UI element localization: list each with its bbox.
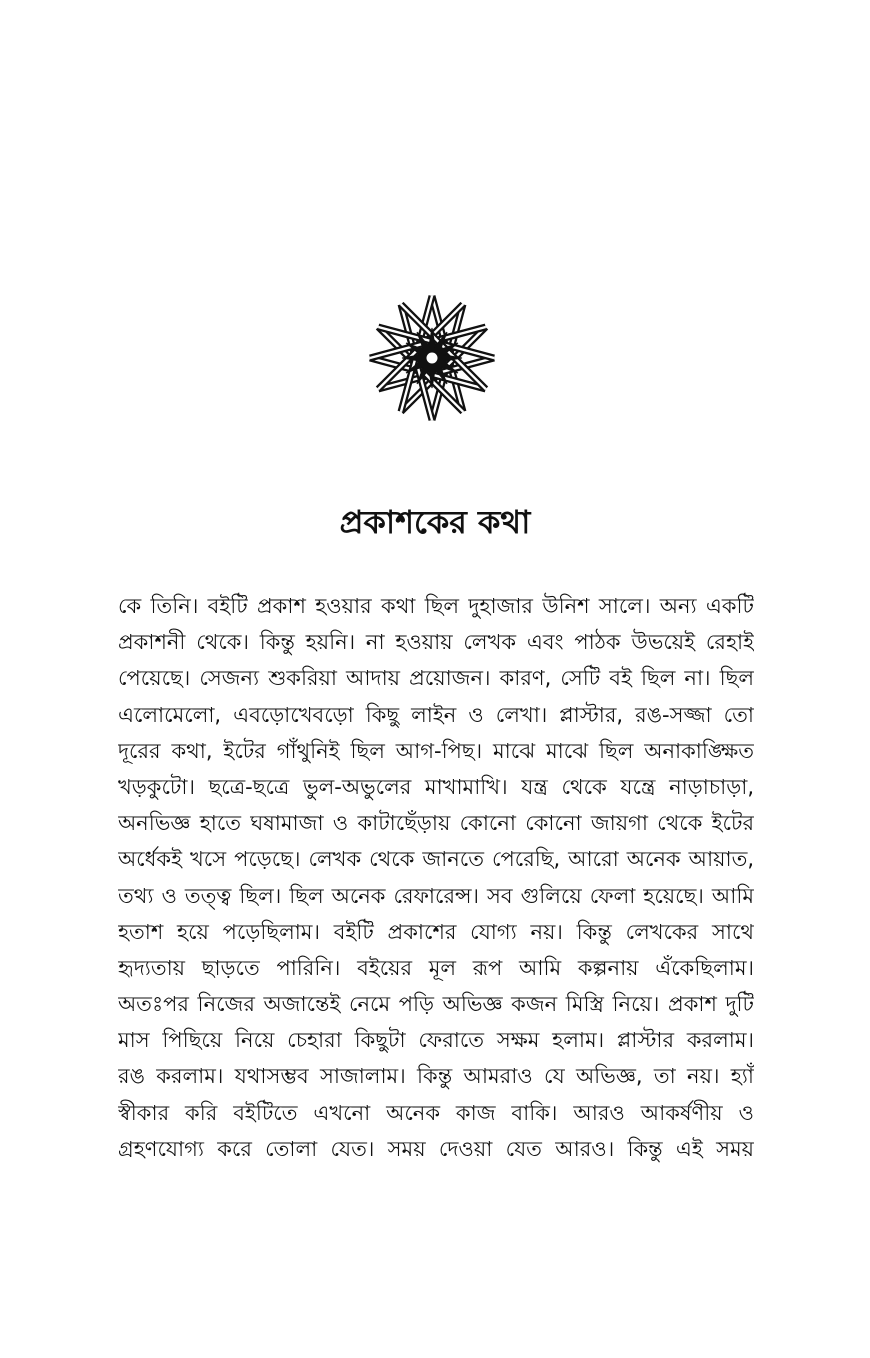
page-title: প্রকাশকের কথা — [339, 503, 531, 541]
text-line: কে তিনি। বইটি প্রকাশ হওয়ার কথা ছিল দুহাজার উনিশ সালে। অন্য একটি — [118, 594, 754, 618]
preface-body — [118, 588, 754, 1167]
text-line: হতাশ হয়ে পড়েছিলাম। বইটি প্রকাশের যোগ্য নয়। কিন্তু লেখকের সাথে — [118, 919, 754, 944]
text-line: মাস পিছিয়ে নিয়ে চেহারা কিছুটা ফেরাতে সক্ষম হলাম। প্লাস্টার করলাম। — [118, 1028, 754, 1053]
text-line: তথ্য ও তত্ত্ব ছিল। ছিল অনেক রেফারেন্স। সব গুলিয়ে ফেলা হয়েছে। আমি — [118, 883, 754, 908]
text-line: দূরের কথা, ইটের গাঁথুনিই ছিল আগ-পিছ। মাঝে মাঝে ছিল অনাকাঙ্ক্ষিত — [118, 738, 754, 763]
text-line: অনভিজ্ঞ হাতে ঘষামাজা ও কাটাছেঁড়ায় কোনো কোনো জায়গা থেকে ইটের — [118, 811, 754, 836]
text-line: খড়কুটো। ছত্রে-ছত্রে ভুল-অভুলের মাখামাখি। যন্ত্র থেকে যন্ত্রে নাড়াচাড়া, — [118, 774, 754, 799]
text-line: পেয়েছে। সেজন্য শুকরিয়া আদায় প্রয়োজন। কারণ, সেটি বই ছিল না। ছিল — [118, 666, 754, 691]
twelve-point-star-rosette-icon — [362, 288, 502, 428]
text-line: হৃদ্যতায় ছাড়তে পারিনি। বইয়ের মূল রূপ আমি কল্পনায় এঁকেছিলাম। — [118, 955, 754, 980]
text-line: রঙ করলাম। যথাসম্ভব সাজালাম। কিন্তু আমরাও যে অভিজ্ঞ, তা নয়। হ্যাঁ — [118, 1064, 754, 1089]
text-line: গ্রহণযোগ্য করে তোলা যেত। সময় দেওয়া যেত আরও। কিন্তু এই সময় — [118, 1136, 754, 1161]
text-line: প্রকাশনী থেকে। কিন্তু হয়নি। না হওয়ায় লেখক এবং পাঠক উভয়েই রেহাই — [118, 630, 754, 655]
rosette-center — [426, 352, 438, 364]
text-line: এলোমেলো, এবড়োখেবড়ো কিছু লাইন ও লেখা। প্লাস্টার, রঙ-সজ্জা তো — [118, 702, 754, 727]
text-line: অতঃপর নিজের অজান্তেই নেমে পড়ি অভিজ্ঞ কজন মিস্ত্রি নিয়ে। প্রকাশ দুটি — [118, 992, 754, 1017]
text-line: অর্ধেকই খসে পড়েছে। লেখক থেকে জানতে পেরেছি, আরো অনেক আয়াত, — [118, 847, 754, 872]
text-line: স্বীকার করি বইটিতে এখনো অনেক কাজ বাকি। আরও আকর্ষণীয় ও — [118, 1100, 754, 1125]
